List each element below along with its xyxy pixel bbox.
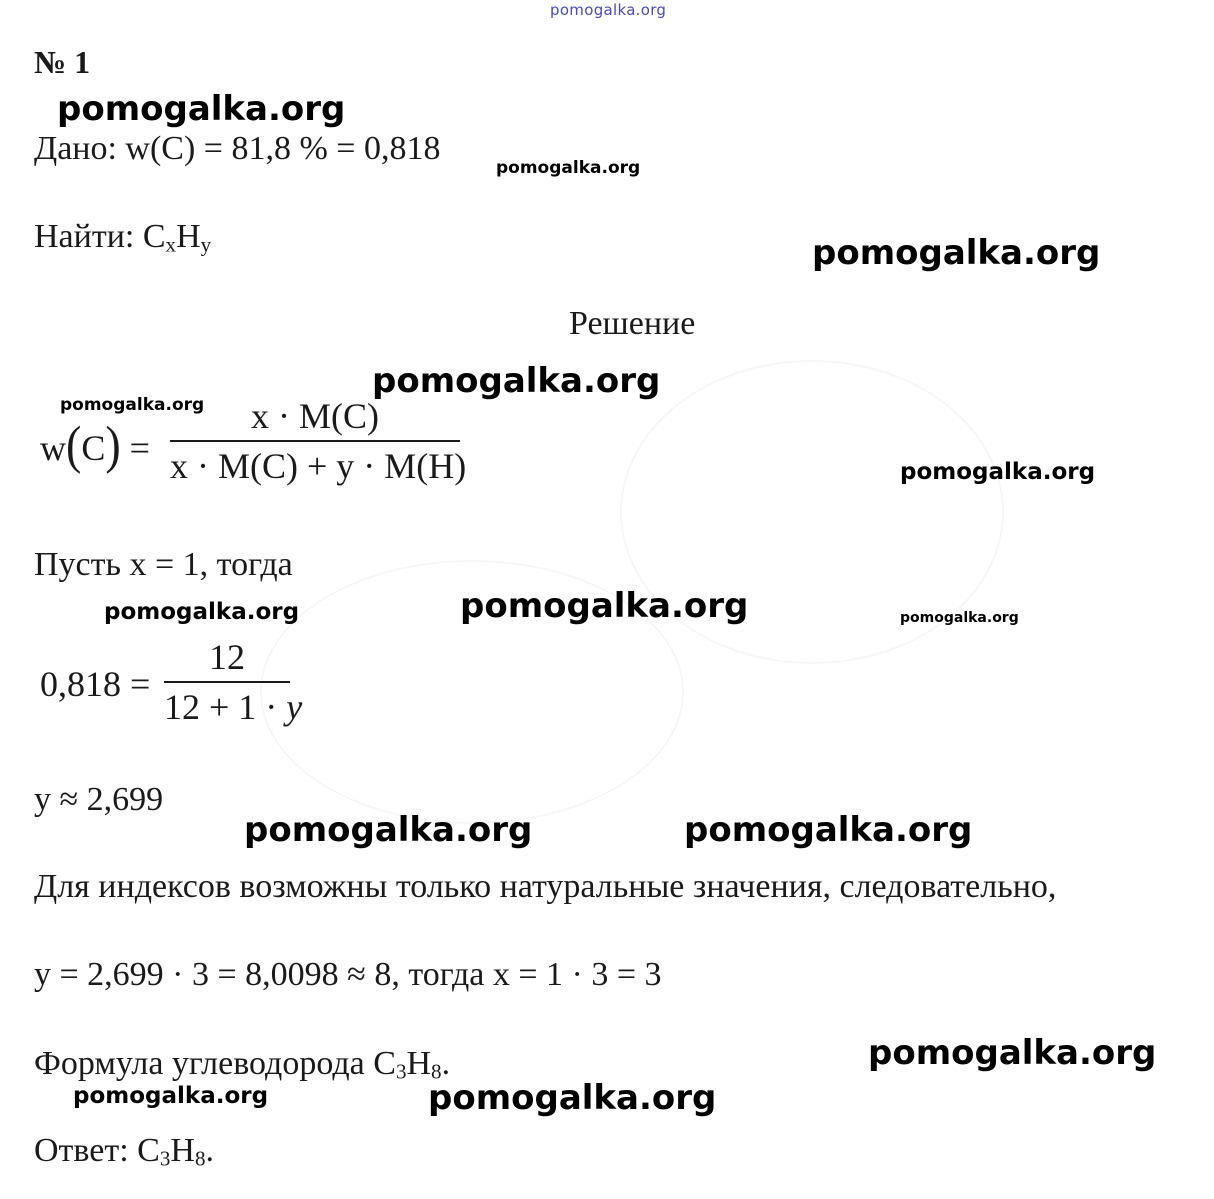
watermark: pomogalka.org xyxy=(428,1078,717,1118)
formula1-fraction xyxy=(170,396,467,486)
find-subscript-x: x xyxy=(165,232,177,257)
y-calculation-line: y = 2,699 · 3 = 8,0098 ≈ 8, тогда x = 1 · 3 = 3 xyxy=(34,956,662,993)
watermark: pomogalka.org xyxy=(812,233,1101,273)
answer-sub-c: 3 xyxy=(159,1146,171,1171)
find-subscript-y: y xyxy=(200,232,212,257)
watermark: pomogalka.org xyxy=(104,599,300,625)
formula-prefix: Формула углеводорода C xyxy=(34,1045,396,1082)
answer-prefix: Ответ: C xyxy=(34,1132,160,1169)
answer-line xyxy=(34,1132,214,1171)
paren-close: ) xyxy=(105,415,121,474)
formula1-denominator: x · M(C) + y · M(H) xyxy=(170,446,467,486)
answer-sub-h: 8 xyxy=(194,1146,206,1171)
formula-sub-h: 8 xyxy=(431,1059,442,1084)
watermark: pomogalka.org xyxy=(244,810,533,850)
indexes-line: Для индексов возможны только натуральные значения, следовательно, xyxy=(34,868,1057,905)
watermark: pomogalka.org xyxy=(868,1033,1157,1073)
formula2-numerator: 12 xyxy=(209,637,245,677)
formula1-lhs xyxy=(40,415,150,474)
paren-open: ( xyxy=(66,415,82,474)
watermark: pomogalka.org xyxy=(460,586,749,626)
formula1-numerator: x · M(C) xyxy=(251,396,379,436)
formula1-equals: = xyxy=(129,428,150,468)
formula-suffix: . xyxy=(441,1045,451,1082)
mass-fraction-formula xyxy=(40,396,470,496)
equation-formula xyxy=(40,637,303,732)
formula2-fraction xyxy=(164,637,303,727)
solution-title: Решение xyxy=(569,305,696,342)
watermark: pomogalka.org xyxy=(57,89,346,129)
formula-mid: H xyxy=(406,1045,432,1082)
answer-suffix: . xyxy=(205,1132,214,1169)
find-line xyxy=(34,218,212,257)
formula1-w: w xyxy=(40,428,66,468)
formula-sub-c: 3 xyxy=(395,1059,407,1084)
formula2-denominator-main: 12 + 1 · xyxy=(164,687,287,727)
hydrocarbon-formula-line xyxy=(34,1045,451,1084)
watermark: pomogalka.org xyxy=(684,810,973,850)
let-line: Пусть x = 1, тогда xyxy=(34,546,293,583)
y-approx-line: y ≈ 2,699 xyxy=(34,781,164,818)
formula2-lhs: 0,818 = xyxy=(40,664,151,704)
watermark: pomogalka.org xyxy=(900,459,1096,485)
watermark: pomogalka.org xyxy=(900,610,1019,626)
find-mid: H xyxy=(176,218,201,255)
answer-mid: H xyxy=(170,1132,195,1169)
problem-number: № 1 xyxy=(34,44,91,80)
watermark: pomogalka.org xyxy=(60,395,205,415)
find-prefix: Найти: C xyxy=(34,218,166,255)
fraction-bar xyxy=(164,681,290,683)
watermark-top: pomogalka.org xyxy=(550,1,667,19)
fraction-bar xyxy=(170,440,460,442)
formula1-arg: C xyxy=(81,428,106,468)
given-line: Дано: w(C) = 81,8 % = 0,818 xyxy=(34,130,441,167)
watermark: pomogalka.org xyxy=(372,361,661,401)
watermark: pomogalka.org xyxy=(73,1083,269,1109)
formula2-denominator xyxy=(164,687,303,727)
formula2-denominator-var: y xyxy=(286,687,303,727)
watermark: pomogalka.org xyxy=(496,158,641,178)
